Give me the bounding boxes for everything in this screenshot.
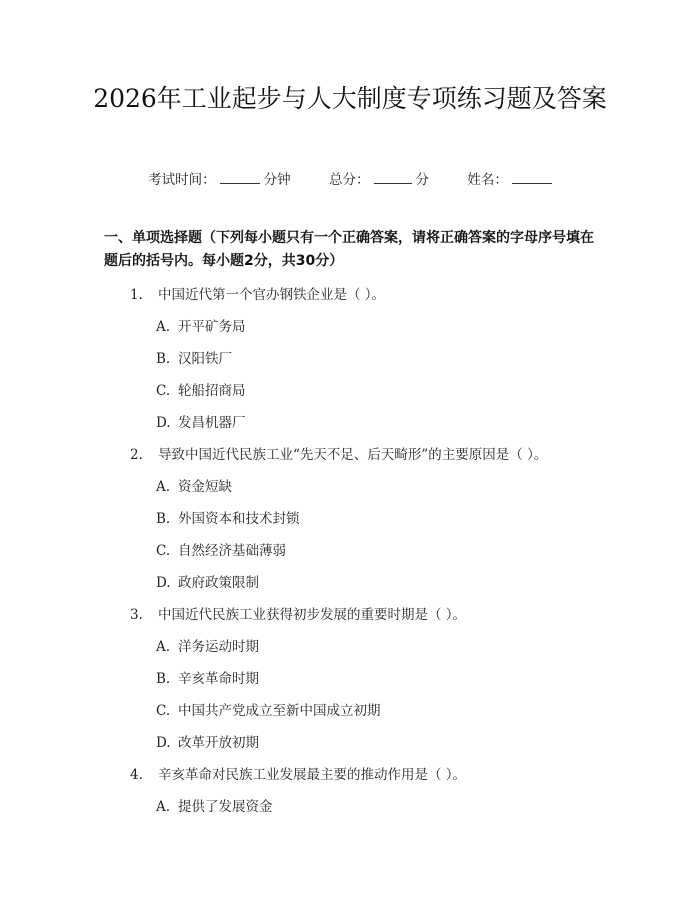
- question-text: 中国近代民族工业获得初步发展的重要时期是（ ）。: [158, 607, 467, 623]
- option-letter: D.: [156, 415, 171, 431]
- name-blank: [512, 171, 552, 184]
- option-2a: [156, 475, 232, 495]
- option-letter: C.: [156, 543, 171, 559]
- option-letter: B.: [156, 511, 171, 527]
- option-text: 改革开放初期: [178, 735, 259, 751]
- option-letter: A.: [156, 319, 171, 335]
- question-text: 导致中国近代民族工业“先天不足、后天畸形”的主要原因是（ ）。: [158, 447, 548, 463]
- score-label: 总分：: [329, 172, 370, 188]
- option-text: 资金短缺: [178, 479, 232, 495]
- question-number: 1.: [130, 287, 143, 303]
- question-1: [130, 283, 385, 303]
- page-title: 2026年工业起步与人大制度专项练习题及答案: [93, 84, 607, 113]
- option-letter: D.: [156, 575, 171, 591]
- option-letter: A.: [156, 479, 171, 495]
- option-2b: [156, 507, 300, 527]
- option-text: 轮船招商局: [178, 383, 246, 399]
- option-text: 提供了发展资金: [178, 799, 273, 815]
- question-4: [130, 763, 466, 783]
- time-label: 考试时间：: [148, 172, 216, 188]
- question-number: 3.: [130, 607, 143, 623]
- option-text: 汉阳铁厂: [178, 351, 232, 367]
- score-blank: [374, 171, 412, 184]
- time-blank: [220, 171, 260, 184]
- option-text: 开平矿务局: [178, 319, 246, 335]
- question-2: [130, 443, 547, 463]
- question-text: 辛亥革命对民族工业发展最主要的推动作用是（ ）。: [158, 767, 467, 783]
- option-3a: [156, 635, 259, 655]
- option-2c: [156, 539, 286, 559]
- exam-info-line: [0, 168, 700, 188]
- question-number: 2.: [130, 447, 143, 463]
- option-letter: A.: [156, 799, 171, 815]
- option-text: 自然经济基础薄弱: [178, 543, 286, 559]
- option-letter: C.: [156, 383, 171, 399]
- option-text: 洋务运动时期: [178, 639, 259, 655]
- option-2d: [156, 571, 259, 591]
- option-1d: [156, 411, 246, 431]
- option-3c: [156, 699, 381, 719]
- option-letter: A.: [156, 639, 171, 655]
- option-letter: C.: [156, 703, 171, 719]
- option-letter: B.: [156, 671, 171, 687]
- time-unit: 分钟: [263, 172, 291, 188]
- option-text: 发昌机器厂: [178, 415, 246, 431]
- option-1b: [156, 347, 232, 367]
- option-text: 辛亥革命时期: [178, 671, 259, 687]
- option-1a: [156, 315, 246, 335]
- option-3b: [156, 667, 259, 687]
- question-text: 中国近代第一个官办钢铁企业是（ ）。: [158, 287, 386, 303]
- option-letter: D.: [156, 735, 171, 751]
- option-letter: B.: [156, 351, 171, 367]
- option-4a: [156, 795, 273, 815]
- option-text: 中国共产党成立至新中国成立初期: [178, 703, 381, 719]
- option-3d: [156, 731, 259, 751]
- section-heading: 一、单项选择题（下列每小题只有一个正确答案，请将正确答案的字母序号填在题后的括号内。每小题2分，共30分）: [104, 230, 594, 269]
- option-1c: [156, 379, 246, 399]
- name-label: 姓名：: [467, 172, 508, 188]
- score-unit: 分: [415, 172, 429, 188]
- option-text: 外国资本和技术封锁: [178, 511, 300, 527]
- option-text: 政府政策限制: [178, 575, 259, 591]
- question-3: [130, 603, 466, 623]
- question-number: 4.: [130, 767, 143, 783]
